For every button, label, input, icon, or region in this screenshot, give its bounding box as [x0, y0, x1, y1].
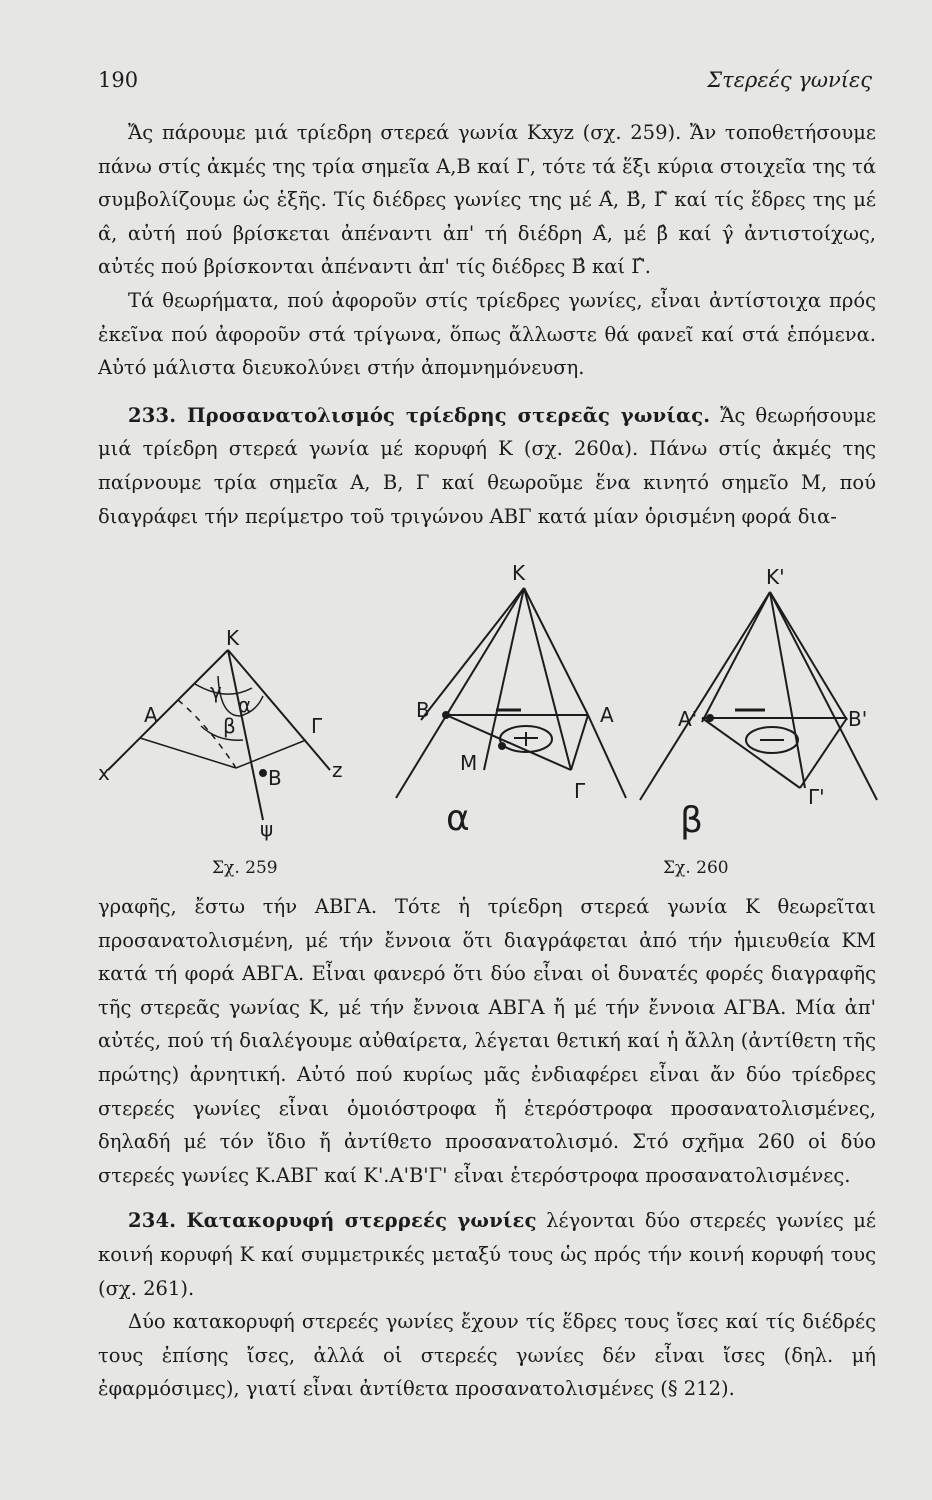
- fig260a-label-k: K: [512, 561, 526, 585]
- paragraph-vertical-angles: Δύο κατακορυφή στερεές γωνίες ἔχουν τίς ἕδρες τους ἴσες καί τίς διέδρές τους ἐπίσης ἴσες, ἀλλά οἱ στερεές γωνίες δέν εἶναι ἴσες (δηλ. μή ἐφαρμόσιμες), γιατί εἶναι ἀντίθετα προσανατολισμένες (§ 212).: [98, 1310, 876, 1401]
- fig260a-label-gamma: Γ: [574, 779, 586, 803]
- fig259-face-gamma: γ: [210, 679, 222, 703]
- section-234-heading: 234. Κατακορυφή στερρεές γωνίες: [128, 1209, 537, 1233]
- fig259-label-k: K: [226, 626, 240, 650]
- paragraph-orientation: γραφῆς, ἔστω τήν ΑΒΓΑ. Τότε ἡ τρίεδρη στερεά γωνία Κ θεωρεῖται προσανατολισμένη, μέ τήν ἔννοια ὅτι διαγράφεται ἀπό τήν ἡμιευθεία ΚΜ κατά τή φορά ΑΒΓΑ. Εἶναι φανερό ὅτι δύο εἶναι οἱ δυνατές φορές διαγραφῆς τῆς στερεᾶς γωνίας Κ, μέ τήν ἔννοια ΑΒΓΑ ἤ μέ τήν ἔννοια ΑΓΒΑ. Μία ἀπ' αὐτές, πού τή διαλέγουμε αὐθαίρετα, λέγεται θετική καί ἡ ἄλλη (ἀντίθετη τῆς πρώτης) ἀρνητική. Αὐτό πού κυρίως μᾶς ἐνδιαφέρει εἶναι ἄν δύο τρίεδρες στερεές γωνίες εἶναι ὁμοιόστροφα ἤ ἑτερόστροφα προσανατολισμένες, δηλαδή μέ τόν ἴδιο ἤ ἀντίθετο προσανατολισμό. Στό σχῆμα 260 οἱ δύο στερεές γωνίες Κ.ΑΒΓ καί Κ'.Α'Β'Γ' εἶναι ἑτερόστροφα προσανατολισμένες.: [98, 895, 876, 1187]
- fig259-label-gamma: Γ: [311, 714, 323, 738]
- caption-259: Σχ. 259: [212, 858, 278, 878]
- section-233-text: Ἄς θεωρήσουμε μιά τρίεδρη στερεά γωνία μέ κορυφή Κ (σχ. 260α). Πάνω στίς ἀκμές της παίρνουμε τρία σημεῖα Α, Β, Γ καί θεωροῦμε ἕνα κινητό σημεῖο Μ, πού διαγράφει τήν περίμετρο τοῦ τριγώνου ΑΒΓ κατά μίαν ὁρισμένη φορά δια-: [98, 403, 876, 528]
- fig259-label-x: x: [98, 761, 110, 785]
- section-234-text: λέγονται δύο στερεές γωνίες μέ κοινή κορυφή Κ καί συμμετρικές μεταξύ τους ὡς πρός τήν κοινή κορυφή τους (σχ. 261).: [98, 1209, 876, 1300]
- fig259-face-beta: β: [223, 714, 236, 738]
- figure-259: [98, 620, 388, 840]
- fig260b-label-a: A': [678, 707, 698, 731]
- section-234: [98, 1204, 876, 1305]
- fig260b-name: β: [680, 800, 703, 841]
- fig259-label-psi: ψ: [260, 817, 274, 841]
- paragraph-trihedral-notation: Ἄς πάρουμε μιά τρίεδρη στερεά γωνία Κxyz (σχ. 259). Ἄν τοποθετήσουμε πάνω στίς ἀκμές της τρία σημεῖα Α,Β καί Γ, τότε τά ἕξι κύρια στοιχεῖα της τά συμβολίζουμε ὡς ἑξῆς. Τίς διέδρες γωνίες της μέ Α̂, Β̂, Γ̂ καί τίς ἕδρες της μέ α̂, αὐτή πού βρίσκεται ἀπέναντι ἀπ' τή διέδρη Α̂, μέ β̂ καί γ̂ ἀντιστοίχως, αὐτές πού βρίσκονται ἀπέναντι ἀπ' τίς διέδρες Β̂ καί Γ̂.: [98, 121, 876, 279]
- paragraph-theorems: Τά θεωρήματα, πού ἀφοροῦν στίς τρίεδρες γωνίες, εἶναι ἀντίστοιχα πρός ἐκεῖνα πού ἀφοροῦν στά τρίγωνα, ὅπως ἄλλωστε θά φανεῖ καί στά ἑπόμενα. Αὐτό μάλιστα διευκολύνει στήν ἀπομνημόνευση.: [98, 288, 876, 380]
- figure-260b: [640, 560, 880, 850]
- fig259-label-a: A: [144, 703, 158, 727]
- running-title: Στερεές γωνίες: [707, 68, 872, 92]
- figure-260a: [396, 560, 626, 850]
- fig259-face-alpha: α: [238, 693, 252, 717]
- section-233-heading: 233. Προσανατολισμός τρίεδρης στερεᾶς γωνίας.: [128, 403, 711, 427]
- fig259-label-b: B: [268, 766, 282, 790]
- text-block-top: [98, 116, 876, 533]
- fig260b-label-b: B': [848, 707, 868, 731]
- fig260b-label-gamma: Γ': [808, 785, 825, 809]
- fig260b-label-k: K': [766, 565, 785, 589]
- caption-260: Σχ. 260: [663, 858, 729, 878]
- fig260a-name: α: [446, 798, 470, 839]
- fig260a-label-m: M: [460, 751, 478, 775]
- fig260a-label-a: A: [600, 703, 614, 727]
- page-number: 190: [98, 68, 139, 92]
- text-block-bottom: [98, 890, 876, 1406]
- section-233: [98, 399, 876, 533]
- fig259-label-z: z: [332, 758, 343, 782]
- fig260a-label-b: B: [416, 698, 430, 722]
